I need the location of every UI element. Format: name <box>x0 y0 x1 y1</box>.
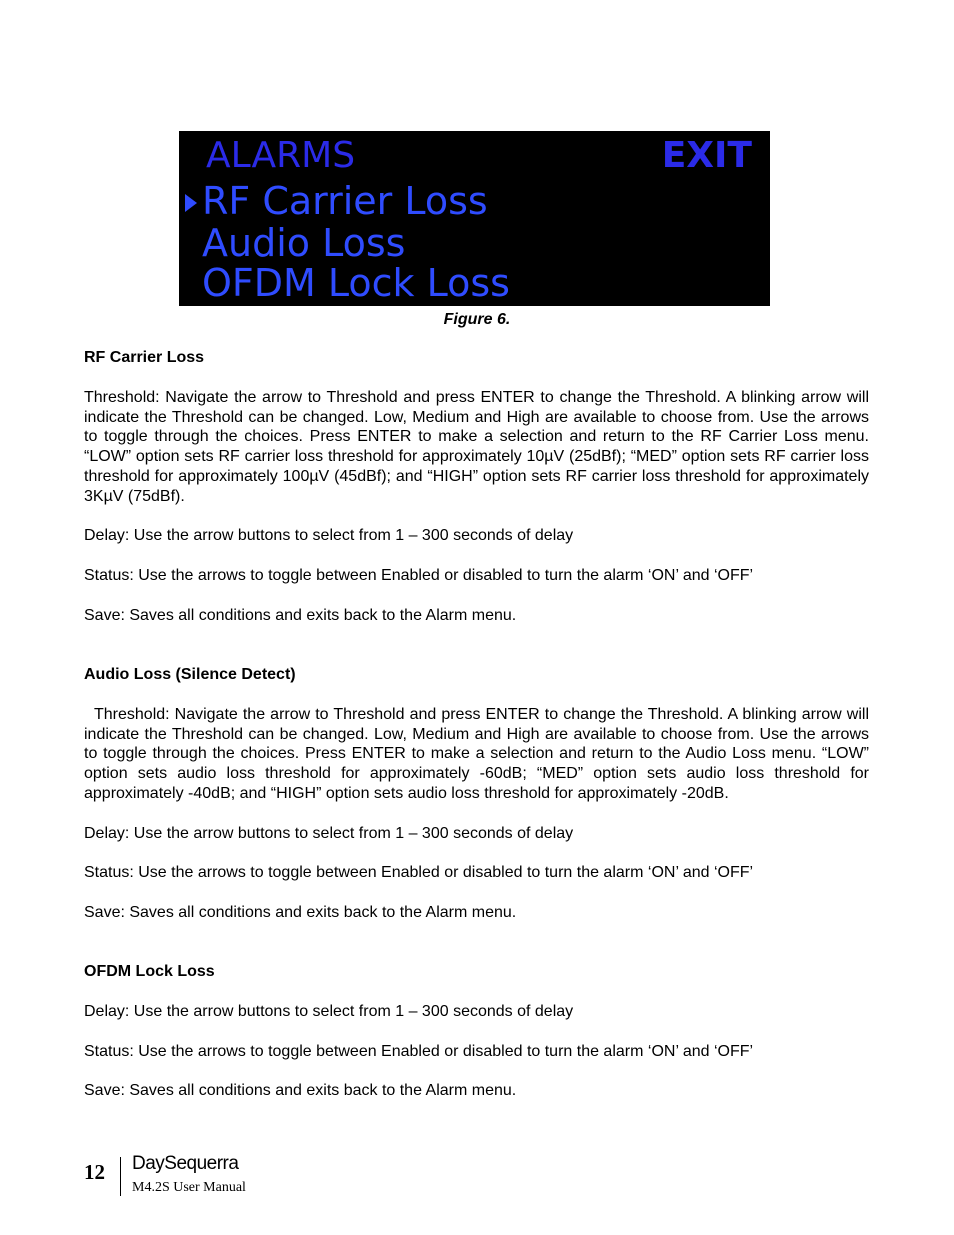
rf-threshold-text: Threshold: Navigate the arrow to Threshold and press ENTER to change the Threshold. A blinking arrow will indicate the Threshold can be changed. Low, Medium and High are available to choose from. Use the arrows to toggle through the choices. Press ENTER to make a selection and return to the RF Carrier Loss menu. “LOW” option sets RF carrier loss threshold for approximately 10µV (25dBf); “MED” option sets RF carrier loss threshold for approximately 100µV (45dBf); and “HIGH” option sets RF carrier loss threshold for approximately 3KµV (75dBf). <box>84 388 869 505</box>
display-item-rf-carrier-loss: RF Carrier Loss <box>202 179 488 223</box>
footer-brand: DaySequerra <box>132 1153 239 1174</box>
audio-threshold-text: Threshold: Navigate the arrow to Threshold and press ENTER to change the Threshold. A blinking arrow will indicate the Threshold can be changed. Low, Medium and High are available to choose from. Use the arrows to toggle through the choices. Press ENTER to make a selection and return to the Audio Loss menu. “LOW” option sets audio loss threshold for approximately -60dB; “MED” option sets audio loss threshold for approximately -40dB; and “HIGH” option sets audio loss threshold for approximately -20dB. <box>84 705 869 802</box>
audio-delay-text: Delay: Use the arrow buttons to select from 1 – 300 seconds of delay <box>84 824 574 842</box>
ofdm-save-text: Save: Saves all conditions and exits back to the Alarm menu. <box>84 1082 517 1100</box>
display-item-ofdm-lock-loss: OFDM Lock Loss <box>202 261 510 305</box>
display-title: ALARMS <box>206 135 356 176</box>
display-exit-label: EXIT <box>661 135 752 176</box>
rf-delay-text: Delay: Use the arrow buttons to select from 1 – 300 seconds of delay <box>84 527 574 545</box>
display-item-audio-loss: Audio Loss <box>202 221 406 265</box>
section-heading-audio: Audio Loss (Silence Detect) <box>84 665 296 683</box>
section-heading-ofdm: OFDM Lock Loss <box>84 963 215 981</box>
audio-status-text: Status: Use the arrows to toggle between Enabled or disabled to turn the alarm ‘ON’ and ‘OFF’ <box>84 864 754 882</box>
alarms-menu-display <box>179 131 770 306</box>
ofdm-delay-text: Delay: Use the arrow buttons to select from 1 – 300 seconds of delay <box>84 1002 574 1020</box>
document-body <box>84 348 869 1121</box>
footer-divider <box>120 1157 121 1196</box>
footer-manual-title: M4.2S User Manual <box>132 1180 246 1195</box>
section-heading-rf: RF Carrier Loss <box>84 349 205 366</box>
selection-arrow-icon <box>185 194 197 212</box>
page-number: 12 <box>84 1160 105 1184</box>
rf-status-text: Status: Use the arrows to toggle between Enabled or disabled to turn the alarm ‘ON’ and ‘OFF’ <box>84 566 754 584</box>
audio-save-text: Save: Saves all conditions and exits back to the Alarm menu. <box>84 903 517 921</box>
ofdm-status-text: Status: Use the arrows to toggle between Enabled or disabled to turn the alarm ‘ON’ and ‘OFF’ <box>84 1042 754 1060</box>
figure-caption: Figure 6. <box>443 311 511 328</box>
rf-save-text: Save: Saves all conditions and exits back to the Alarm menu. <box>84 606 517 624</box>
